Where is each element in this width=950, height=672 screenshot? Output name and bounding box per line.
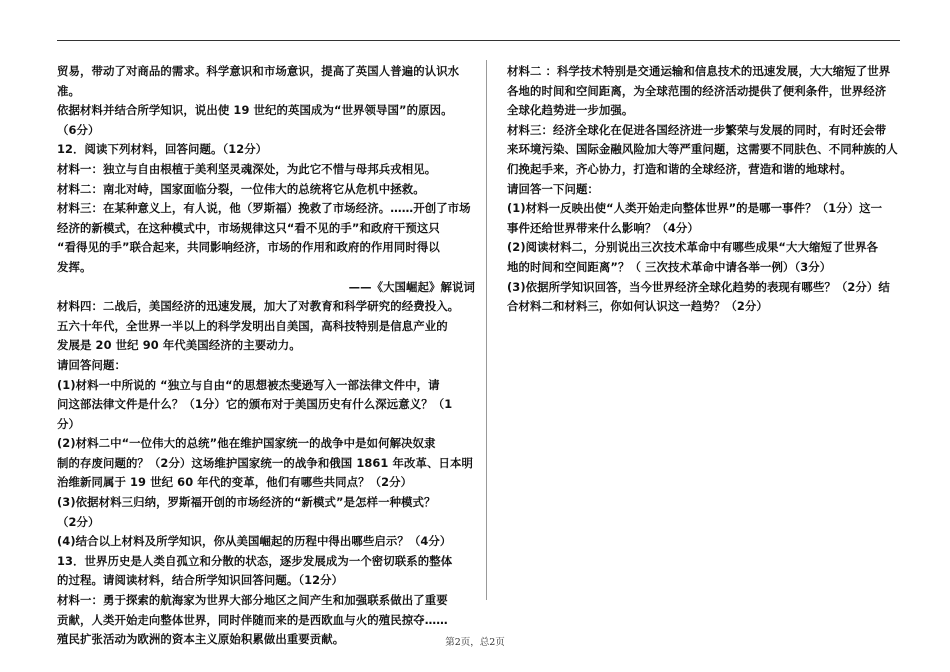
left-column (57, 62, 475, 650)
text-line: “看得见的手”联合起来，共同影响经济，市场的作用和政府的作用同时得以 (57, 240, 440, 255)
text-line: 材料一：独立与自由根植于美利坚灵魂深处，为此它不惜与母邦兵戎相见。 (57, 161, 437, 176)
text-line: 贡献，人类开始走向整体世界，同时伴随而来的是西欧血与火的殖民掠夺…… (57, 612, 448, 627)
text-line: (2)材料二中“一位伟大的总统”他在维护国家统一的战争中是如何解决奴隶 (57, 436, 436, 451)
text-line: 材料一：勇于探索的航海家为世界大部分地区之间产生和加强联系做出了重要 (57, 593, 448, 608)
text-line: 分） (57, 416, 80, 431)
text-line: (4)结合以上材料及所学知识，你从美国崛起的历程中得出哪些启示？（4分） (57, 534, 452, 549)
text-line: 地的时间和空间距离”？（ 三次技术革命中请各举一例）（3分） (507, 259, 832, 274)
text-line: 材料三：经济全球化在促进各国经济进一步繁荣与发展的同时，有时还会带 (507, 122, 887, 137)
text-line: 事件还给世界带来什么影响？（4分） (507, 220, 699, 235)
text-line: (3)依据材料三归纳，罗斯福开创的市场经济的“新模式”是怎样一种模式？ (57, 495, 436, 510)
text-line: (1)材料一反映出使“人类开始走向整体世界”的是哪一事件？（1分）这一 (507, 201, 883, 216)
text-line: 贸易，带动了对商品的需求。科学意识和市场意识，提高了英国人普遍的认识水 (57, 64, 460, 78)
text-line: 发挥。 (57, 259, 92, 274)
page-footer: 第2页，总2页 (445, 637, 505, 648)
source-citation: ——《大国崛起》解说词 (348, 279, 475, 294)
text-line: 来环境污染、国际金融风险加大等严重问题，这需要不同肤色、不同种族的人 (507, 142, 898, 157)
text-line: 问这部法律文件是什么？（1分）它的颁布对于美国历史有什么深远意义？（1 (57, 397, 453, 412)
text-line: 殖民扩张活动为欧洲的资本主义原始积累做出重要贡献。 (57, 632, 345, 647)
text-line: 们挽起手来，齐心协力，打造和谐的全球经济，营造和谐的地球村。 (507, 161, 852, 176)
text-line: (1)材料一中所说的 “独立与自由“的思想被杰斐逊写入一部法律文件中，请 (57, 377, 440, 392)
text-line: 准。 (57, 83, 80, 98)
text-line: 发展是 20 世纪 90 年代美国经济的主要动力。 (57, 338, 301, 353)
text-line: 合材料二和材料三，你如何认识这一趋势？（2分） (507, 299, 768, 314)
text-line: （6分） (57, 122, 100, 137)
text-line: 全球化趋势进一步加强。 (507, 103, 634, 118)
question-12-heading: 12．阅读下列材料，回答问题。（12分） (57, 142, 268, 157)
text-line: 治维新同属于 19 世纪 60 年代的变革，他们有哪些共同点？（2分） (57, 475, 413, 490)
text-line: (3)依据所学知识回答，当今世界经济全球化趋势的表现有哪些？（2分）结 (507, 279, 890, 294)
text-line: 依据材料并结合所学知识，说出使 19 世纪的英国成为“世界领导国”的原因。 (57, 103, 453, 118)
text-line: 各地的时间和空间距离，为全球范围的经济活动提供了便利条件，世界经济 (507, 83, 887, 98)
text-line: 材料二：南北对峙，国家面临分裂，一位伟大的总统将它从危机中拯救。 (57, 181, 425, 196)
text-line: (2)阅读材料二，分别说出三次技术革命中有哪些成果“大大缩短了世界各 (507, 240, 878, 255)
column-divider (486, 60, 487, 600)
text-line: 五六十年代，全世界一半以上的科学发明出自美国，高科技特别是信息产业的 (57, 318, 448, 333)
text-line: 材料四：二战后，美国经济的迅速发展，加大了对教育和科学研究的经费投入。 (57, 299, 460, 314)
text-line: 请回答问题： (57, 357, 126, 372)
text-line: 制的存废问题的？（2分）这场维护国家统一的战争和俄国 1861 年改革、日本明 (57, 455, 473, 470)
text-line: 请回答一下问题： (507, 181, 599, 196)
text-line: 材料二 ：科学技术特别是交通运输和信息技术的迅速发展，大大缩短了世界 (507, 64, 891, 78)
right-column (507, 62, 900, 317)
question-13-heading: 13．世界历史是人类自孤立和分散的状态，逐步发展成为一个密切联系的整体 (57, 553, 453, 568)
text-line: （2分） (57, 514, 100, 529)
text-line: 材料三：在某种意义上，有人说，他（罗斯福）挽救了市场经济。……开创了市场 (57, 201, 471, 216)
text-line: 的过程。请阅读材料，结合所学知识回答问题。（12分） (57, 573, 344, 588)
header-rule (57, 40, 900, 41)
text-line: 经济的新模式，在这种模式中，市场规律这只“看不见的手”和政府干预这只 (57, 220, 440, 235)
